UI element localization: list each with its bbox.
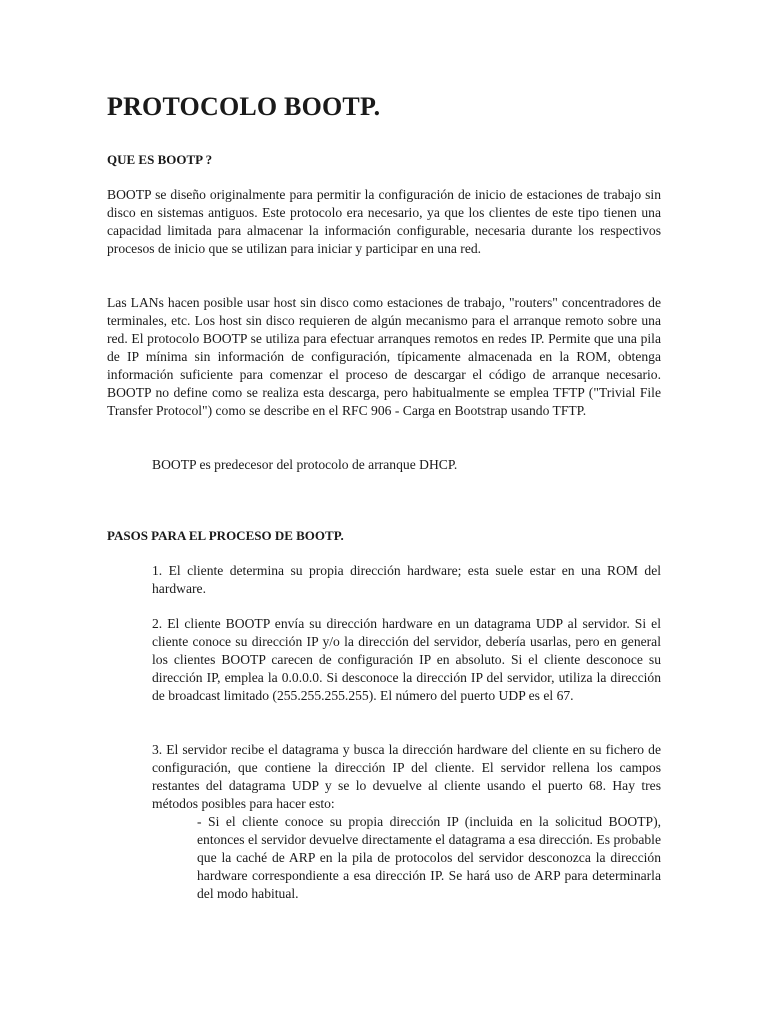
step-3-subitem: - Si el cliente conoce su propia dirección IP (incluida en la solicitud BOOTP), entonces el servidor devuelve directamente el datagrama a esa dirección. Es probable que la caché de ARP en la pila de protocolos del servidor desconozca la dirección hardware correspondiente a esa dirección IP. Se hará uso de ARP para determinarla del modo habitual.	[197, 814, 661, 901]
paragraph-predecessor: BOOTP es predecesor del protocolo de arranque DHCP.	[152, 457, 458, 472]
step-2: 2. El cliente BOOTP envía su dirección hardware en un datagrama UDP al servidor. Si el cliente conoce su dirección IP y/o la dirección del servidor, debería usarlas, pero en general los clientes BOOTP carecen de configuración IP en absoluto. Si el cliente desconoce su dirección IP, emplea la 0.0.0.0. Si desconoce la dirección IP del servidor, utiliza la dirección de broadcast limitado (255.255.255.255). El número del puerto UDP es el 67.	[152, 616, 661, 703]
section-heading-pasos: PASOS PARA EL PROCESO DE BOOTP.	[107, 528, 344, 543]
paragraph-intro: BOOTP se diseño originalmente para permitir la configuración de inicio de estaciones de trabajo sin disco en sistemas antiguos. Este protocolo era necesario, ya que los clientes de este tipo tienen una capacidad limitada para almacenar la información configurable, necesaria durante los respectivos procesos de inicio que se utilizan para iniciar y participar en una red.	[107, 187, 661, 256]
paragraph-lans: Las LANs hacen posible usar host sin disco como estaciones de trabajo, "routers" concentradores de terminales, etc. Los host sin disco requieren de algún mecanismo para el arranque remoto sobre una red. El protocolo BOOTP se utiliza para efectuar arranques remotos en redes IP. Permite que una pila de IP mínima sin información de configuración, típicamente almacenada en la ROM, obtenga información suficiente para comenzar el proceso de descargar el código de arranque necesario. BOOTP no define como se realiza esta descarga, pero habitualmente se emplea TFTP ("Trivial File Transfer Protocol") como se describe en el RFC 906 - Carga en Bootstrap usando TFTP.	[107, 295, 661, 418]
step-1: 1. El cliente determina su propia dirección hardware; esta suele estar en una ROM del hardware.	[152, 563, 661, 596]
step-3: 3. El servidor recibe el datagrama y busca la dirección hardware del cliente en su fichero de configuración, que contiene la dirección IP del cliente. El servidor rellena los campos restantes del datagrama UDP y se lo devuelve al cliente usando el puerto 68. Hay tres métodos posibles para hacer esto:	[152, 742, 661, 811]
section-heading-que-es: QUE ES BOOTP ?	[107, 152, 213, 167]
page-title: PROTOCOLO BOOTP.	[107, 92, 381, 121]
